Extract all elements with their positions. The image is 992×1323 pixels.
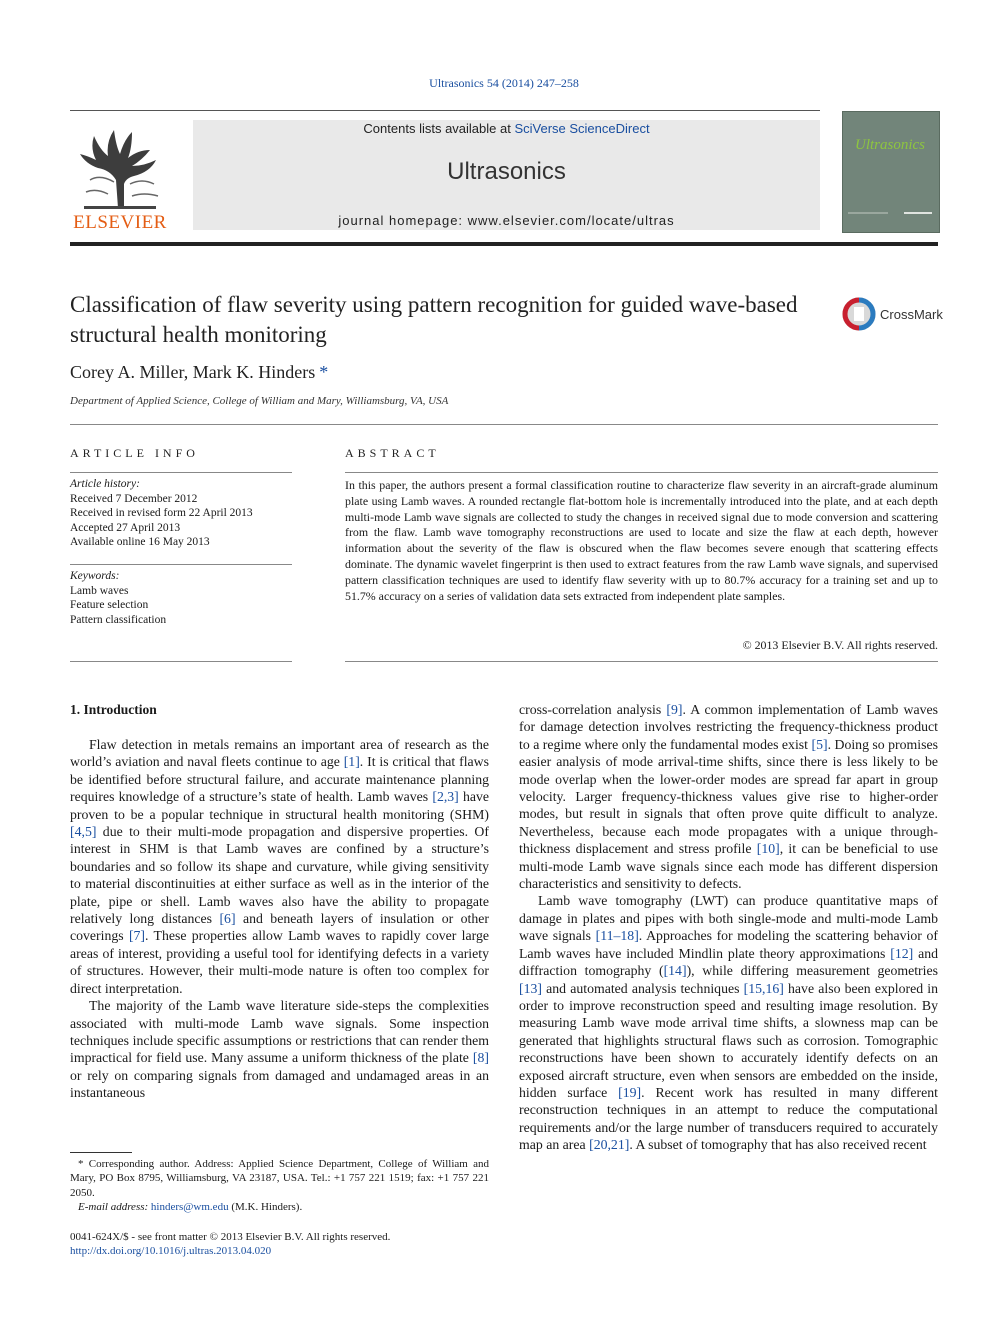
history-item: Accepted 27 April 2013: [70, 521, 181, 534]
abstract-text: In this paper, the authors present a formal classification routine to characterize flaw severity in an aircraft-grade aluminum plate using Lamb waves. A rounded rectangle flat-bottom hole is incrementally introduced into the plate, and at each depth multi-mode Lamb wave signals are collected to study the changes in received signal due to mode conversion and scattering from the flaw. Lamb wave tomography reconstructions are used to locate and size the flaw at each depth, however information about the severity of the flaw is obscured when the flaw becomes severe enough that scattering effects dominate. The dynamic wavelet fingerprint is then used to extract features from the raw Lamb wave signals, and supervised pattern classification techniques are used to identify flaw severity with up to 80.7% accuracy for a training set and up to 51.7% accuracy on a series of validation data sets extracted from independent plate samples.: [345, 478, 938, 603]
citation-link[interactable]: [8]: [472, 1050, 489, 1066]
body-text: . A common implementation of Lamb waves for damage detection involves restricting the frequency-thickness product to a regime where only the fundamental modes exist: [519, 702, 938, 752]
contents-prefix: Contents lists available at: [363, 121, 515, 136]
body-text: . A subset of tomography that has also received recent: [629, 1137, 927, 1153]
divider: [70, 564, 292, 565]
crossmark-label[interactable]: CrossMark: [880, 307, 943, 322]
email-link[interactable]: hinders@wm.edu: [150, 1201, 229, 1214]
email-note: [70, 1200, 489, 1214]
citation-link[interactable]: [15,16]: [743, 980, 784, 996]
journal-homepage[interactable]: journal homepage: www.elsevier.com/locate/ultras: [338, 213, 675, 228]
email-suffix: (M.K. Hinders).: [228, 1201, 303, 1214]
body-text: and beneath layers of insulation or other coverings: [70, 911, 489, 944]
history-label: Article history:: [70, 478, 140, 490]
body-text: or rely on comparing signals from damaged and undamaged areas in an instantaneous: [70, 1067, 489, 1101]
doi-link[interactable]: http://dx.doi.org/10.1016/j.ultras.2013.04.020: [70, 1245, 272, 1258]
citation-link[interactable]: [5]: [811, 736, 828, 752]
journal-reference[interactable]: Ultrasonics 54 (2014) 247–258: [429, 76, 579, 90]
citation-link[interactable]: [7]: [128, 928, 146, 944]
divider: [70, 424, 938, 425]
body-text: . Recent work has resulted in many different reconstruction techniques in an attempt to reduce the computational requirements and/or the large number of transducers required to accurately map an area: [519, 1084, 939, 1153]
divider: [345, 661, 938, 662]
citation-link[interactable]: [14]: [663, 963, 687, 979]
body-text: cross-correlation analysis: [519, 702, 667, 717]
keyword-item: Pattern classification: [70, 613, 167, 626]
divider: [70, 472, 292, 473]
body-text: The majority of the Lamb wave literature side-steps the complexities associated with multi-mode Lamb wave signals. Some inspection techniques include specific assumptions or restrictions that can render them impractical for field use. Many assume a uniform thickness of the plate: [70, 998, 489, 1066]
divider: [345, 472, 938, 473]
citation-link[interactable]: [13]: [519, 980, 542, 996]
history-item: Available online 16 May 2013: [70, 536, 210, 548]
body-text: . Doing so promises easier analysis of mode arrival-time shifts, since there is less likely to be mode overlap when the lower-order modes are spread far apart in group velocity. Larger frequency-thickness values give rise to higher-order modes, but result in signals that often prove quite difficult to analyze. Nevertheless, because each mode propagates with a unique through-thickness displacement and stress profile: [519, 736, 938, 857]
cover-detail: [848, 212, 888, 214]
divider: [70, 661, 292, 662]
journal-cover-thumbnail[interactable]: [842, 111, 940, 233]
author-list: [70, 362, 328, 383]
body-text: due to their multi-mode propagation and dispersive properties. Of interest in SHM is that Lamb waves are confined by a structure’s boundaries and so follow its shape and curvature, while giving sensitivity to material discontinuities at either surface as well as in the interior of the plate, pipe or shell. Lamb waves also have the ability to propagate relatively long distances: [70, 824, 489, 927]
footnote-divider: [70, 1152, 132, 1153]
body-text: Flaw detection in metals remains an important area of research as the world’s aviation and naval fleets continue to age: [70, 737, 489, 770]
keywords-label: Keywords:: [70, 570, 120, 582]
body-text: . These properties allow Lamb waves to rapidly cover large areas of interest, providing a useful tool for identifying defects in a variety of structures. However, their multi-mode nature is often too complex for direct interpretation.: [70, 928, 489, 996]
article-info-heading: ARTICLE INFO: [70, 446, 199, 460]
abstract-heading: ABSTRACT: [345, 446, 440, 460]
cover-title: Ultrasonics: [854, 137, 925, 153]
paragraph: [70, 997, 489, 1101]
paragraph: [70, 736, 489, 997]
header-thick-divider: [70, 242, 938, 246]
paragraph: [519, 701, 938, 892]
body-text: and automated analysis techniques: [542, 980, 744, 996]
citation-link[interactable]: [19]: [618, 1084, 642, 1100]
article-title: Classification of flaw severity using pattern recognition for guided wave-based structural health monitoring: [70, 292, 798, 347]
email-label: E-mail address:: [78, 1201, 151, 1214]
citation-link[interactable]: [11–18]: [595, 928, 639, 944]
body-text: . It is critical that flaws be identified before structural failure, and accurate maintenance planning requires knowledge of a structure’s state of health. Lamb waves: [70, 754, 489, 805]
history-item: Received 7 December 2012: [70, 492, 198, 505]
contents-availability: [193, 121, 820, 136]
citation-link[interactable]: [4,5]: [70, 824, 97, 840]
corresponding-author-mark[interactable]: *: [319, 362, 329, 382]
body-text: have also been explored in order to improve reconstruction speed and resulting image resolution. By measuring Lamb wave mode arrival time shifts, a slowness map can be generated that highlights structural flaws such as corrosion. Tomographic reconstructions have been shown to accurately identify defects on an exposed aircraft structure, even when sensors are embedded on the inside, hidden surface: [519, 980, 938, 1100]
history-item: Received in revised form 22 April 2013: [70, 507, 253, 519]
corresponding-author-note: * Corresponding author. Address: Applied Science Department, College of William and Mary, PO Box 8795, Williamsburg, VA 23187, USA. Tel.: +1 757 221 1519; fax: +1 757 221 2050.: [70, 1158, 489, 1199]
body-text: . Approaches for modeling the scattering behavior of Lamb waves have included Mindlin plate theory approximations: [519, 928, 938, 961]
citation-link[interactable]: [2,3]: [432, 789, 459, 805]
cover-detail: [904, 212, 932, 214]
header-divider: [70, 110, 820, 111]
body-text: and diffraction tomography (: [519, 945, 938, 979]
body-text: ), while differing measurement geometries: [686, 963, 938, 979]
citation-link[interactable]: [12]: [890, 945, 914, 961]
journal-name: Ultrasonics: [447, 158, 566, 185]
article-history: [70, 477, 292, 550]
body-column-right: [519, 701, 938, 1154]
body-text: have proven to be a popular technique in structural health monitoring (SHM): [70, 789, 489, 822]
issn-line: 0041-624X/$ - see front matter © 2013 Elsevier B.V. All rights reserved.: [70, 1231, 391, 1243]
publication-info: [70, 1230, 489, 1259]
citation-link[interactable]: [1]: [343, 754, 360, 770]
copyright-notice: © 2013 Elsevier B.V. All rights reserved.: [742, 638, 938, 652]
keyword-item: Lamb waves: [70, 584, 129, 597]
body-text: Lamb wave tomography (LWT) can produce quantitative maps of damage in plates and pipes with both single-mode and multi-mode Lamb wave signals: [519, 893, 938, 944]
footnote: [70, 1157, 489, 1215]
section-heading-introduction: 1. Introduction: [70, 702, 157, 717]
citation-link[interactable]: [10]: [756, 841, 780, 857]
keyword-item: Feature selection: [70, 599, 149, 611]
citation-link[interactable]: [6]: [219, 911, 236, 927]
citation-link[interactable]: [9]: [666, 702, 683, 717]
body-column-left: [70, 736, 489, 1102]
paragraph: [519, 892, 938, 1153]
citation-link[interactable]: [20,21]: [589, 1137, 630, 1153]
body-text: , it can be beneficial to use multi-mode Lamb wave signals since each mode has different dispersion characteristics and sensitivity to defects.: [519, 841, 938, 892]
keywords: [70, 569, 292, 627]
crossmark-icon[interactable]: [842, 297, 876, 331]
authors-names: Corey A. Miller, Mark K. Hinders: [70, 362, 316, 382]
affiliation: Department of Applied Science, College of William and Mary, Williamsburg, VA, USA: [70, 395, 449, 407]
sciencedirect-link[interactable]: SciVerse ScienceDirect: [514, 121, 650, 136]
elsevier-wordmark: ELSEVIER: [73, 212, 167, 233]
